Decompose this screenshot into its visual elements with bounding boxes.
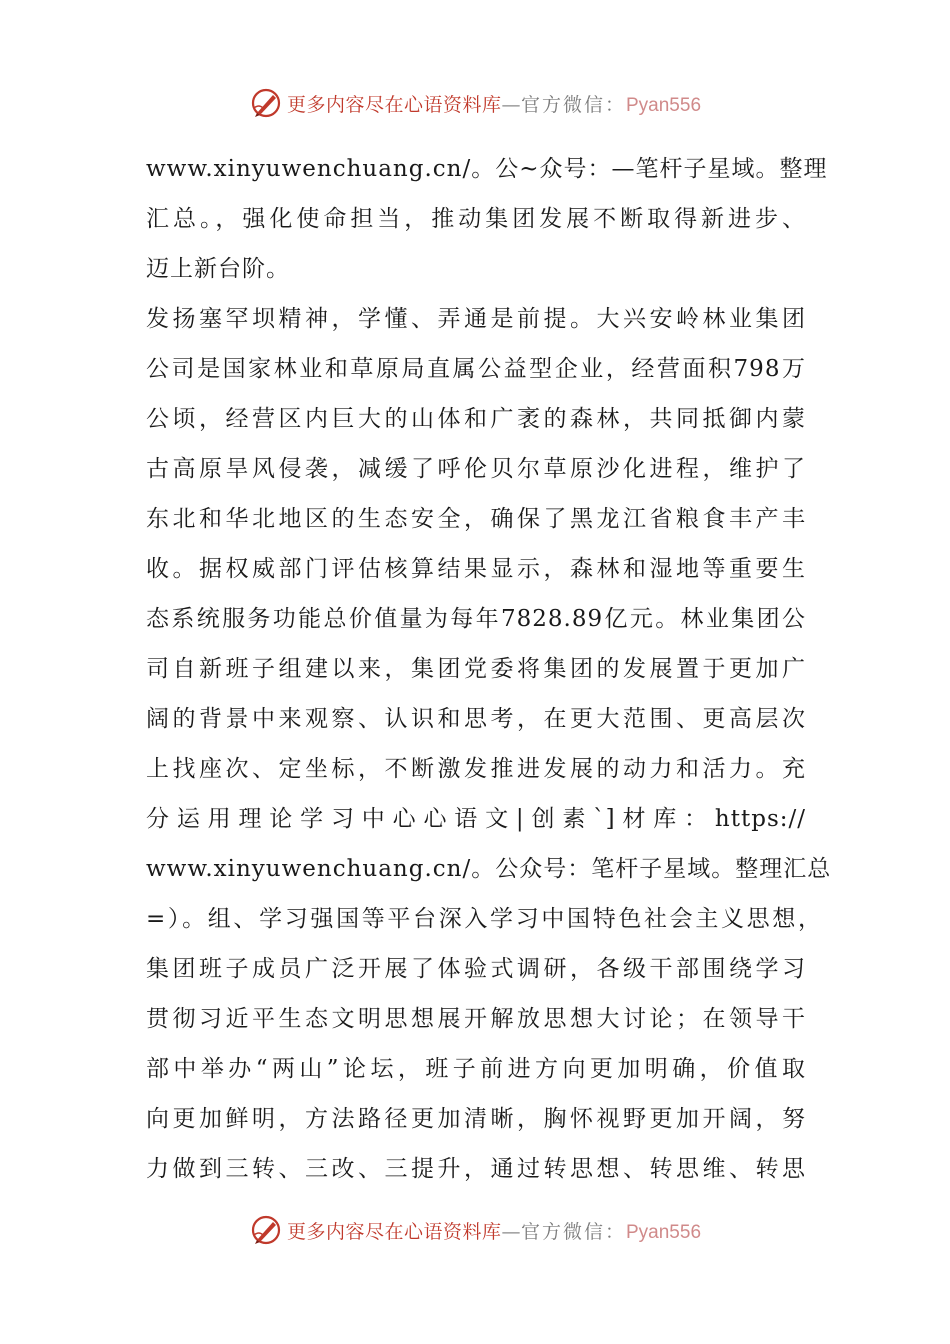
body-line: 迈上新台阶。 — [146, 256, 290, 282]
banner-official-label: 官方微信： — [520, 93, 626, 116]
body-line: www.xinyuwenchuang.cn/。公众号：笔杆子星域。整理汇总 — [146, 856, 832, 882]
body-line: 收。据权威部门评估核算结果显示，森林和湿地等重要生 — [146, 556, 806, 582]
body-line: 阔的背景中来观察、认识和思考，在更大范围、更高层次 — [146, 706, 806, 732]
banner-dash: — — [501, 1220, 521, 1243]
body-line: 态系统服务功能总价值量为每年7828.89亿元。林业集团公 — [146, 606, 806, 632]
banner-main-text: 更多内容尽在心语资料库 — [286, 1220, 502, 1243]
header-watermark-banner — [0, 83, 950, 123]
banner-dash: — — [501, 93, 521, 116]
body-line: =）。组、学习强国等平台深入学习中国特色社会主义思想， — [146, 906, 822, 932]
body-line: 向更加鲜明，方法路径更加清晰，胸怀视野更加开阔，努 — [146, 1106, 806, 1132]
body-line: 司自新班子组建以来，集团党委将集团的发展置于更加广 — [146, 656, 806, 682]
banner-official-label: 官方微信： — [520, 1220, 626, 1243]
banner-text — [287, 1217, 701, 1244]
body-line: 东北和华北地区的生态安全，确保了黑龙江省粮食丰产丰 — [146, 506, 806, 532]
banner-wechat-id: Pyan556 — [626, 1221, 702, 1243]
body-line: 古高原旱风侵袭，减缓了呼伦贝尔草原沙化进程，维护了 — [146, 456, 806, 482]
body-line: 分运用理论学习中心心语文|创素`]材库：https:// — [146, 806, 806, 832]
body-line: www.xinyuwenchuang.cn/。公~众号：—笔杆子星域。整理 — [146, 156, 828, 182]
pen-logo-icon — [249, 86, 283, 120]
body-line: 发扬塞罕坝精神，学懂、弄通是前提。大兴安岭林业集团 — [146, 306, 806, 332]
banner-main-text: 更多内容尽在心语资料库 — [286, 93, 502, 116]
body-line: 部中举办“两山”论坛，班子前进方向更加明确，价值取 — [146, 1056, 806, 1082]
body-line: 公顷，经营区内巨大的山体和广袤的森林，共同抵御内蒙 — [146, 406, 806, 432]
body-line: 力做到三转、三改、三提升，通过转思想、转思维、转思 — [146, 1156, 806, 1182]
pen-logo-icon — [249, 1213, 283, 1247]
body-line: 集团班子成员广泛开展了体验式调研，各级干部围绕学习 — [146, 956, 806, 982]
banner-text — [287, 90, 701, 117]
document-body — [146, 144, 832, 1194]
body-line: 公司是国家林业和草原局直属公益型企业，经营面积798万 — [146, 356, 806, 382]
banner-wechat-id: Pyan556 — [626, 94, 702, 116]
body-line: 上找座次、定坐标，不断激发推进发展的动力和活力。充 — [146, 756, 806, 782]
body-line: 贯彻习近平生态文明思想展开解放思想大讨论；在领导干 — [146, 1006, 806, 1032]
footer-watermark-banner — [0, 1210, 950, 1250]
body-line: 汇总。，强化使命担当，推动集团发展不断取得新进步、 — [146, 206, 806, 232]
